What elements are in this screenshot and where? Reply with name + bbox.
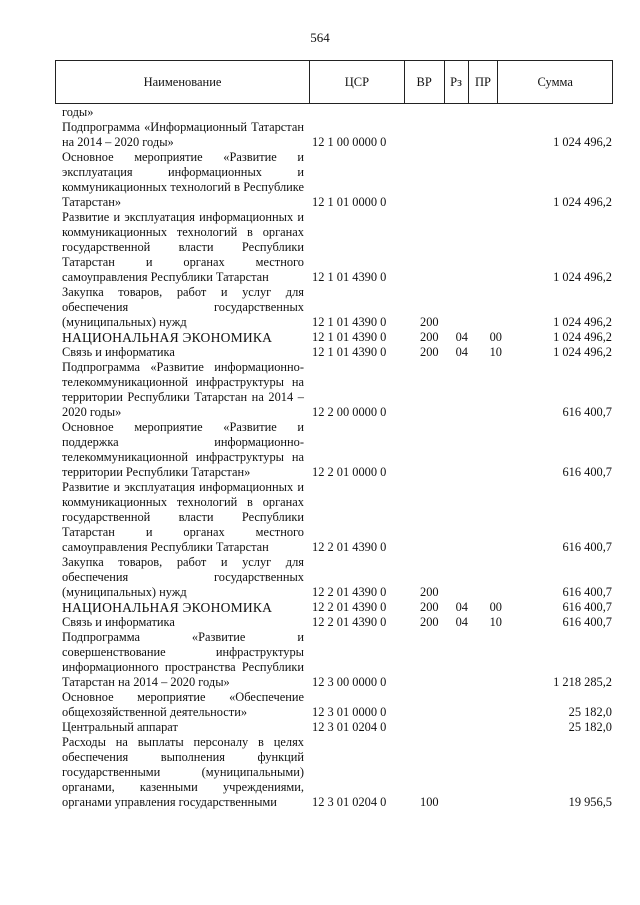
row-sum: 1 024 496,2 — [553, 330, 612, 344]
row-sum: 616 400,7 — [562, 615, 612, 629]
table-row — [62, 555, 612, 600]
row-vr: 200 — [420, 585, 439, 599]
table-row — [62, 345, 612, 360]
table-row — [62, 690, 612, 720]
row-csr: 12 3 00 0000 0 — [312, 675, 387, 689]
row-name: Развитие и эксплуатация информационных и коммуникационных технологий в органах государственной власти Республики Татарстан и органах местного самоуправления Республики Татарстан — [62, 480, 304, 554]
row-name: Основное мероприятие «Развитие и эксплуатация информационных и коммуникационных технологий в Республике Татарстан» — [62, 150, 304, 209]
row-sum: 1 024 496,2 — [553, 315, 612, 329]
table-row — [62, 420, 612, 480]
row-sum: 1 024 496,2 — [553, 195, 612, 209]
table-row — [62, 600, 612, 615]
row-name: Основное мероприятие «Развитие и поддержка информационно-телекоммуникационной инфраструктуры на территории Республики Татарстан» — [62, 420, 304, 479]
row-sum: 25 182,0 — [568, 720, 612, 734]
row-csr: 12 3 01 0000 0 — [312, 705, 387, 719]
header-rz: Рз — [445, 61, 469, 103]
row-name: Центральный аппарат — [62, 720, 178, 734]
row-pr: 00 — [489, 600, 502, 614]
row-vr: 100 — [420, 795, 439, 809]
row-name: Закупка товаров, работ и услуг для обеспечения государственных (муниципальных) нужд — [62, 285, 304, 329]
row-name: Подпрограмма «Информационный Татарстан на 2014 – 2020 годы» — [62, 120, 304, 149]
table-row — [62, 105, 612, 120]
header-csr: ЦСР — [310, 61, 405, 103]
table-row — [62, 210, 612, 285]
table-row — [62, 285, 612, 330]
row-sum: 616 400,7 — [562, 600, 612, 614]
row-pr: 10 — [489, 345, 502, 359]
header-pr: ПР — [469, 61, 499, 103]
row-sum: 616 400,7 — [562, 585, 612, 599]
header-vr: ВР — [405, 61, 445, 103]
row-csr: 12 1 01 4390 0 — [312, 270, 387, 284]
row-vr: 200 — [420, 600, 439, 614]
row-csr: 12 2 01 4390 0 — [312, 615, 387, 629]
row-vr: 200 — [420, 330, 439, 344]
table-body — [62, 105, 612, 810]
table-row — [62, 150, 612, 210]
row-sum: 1 218 285,2 — [553, 675, 612, 689]
row-sum: 616 400,7 — [562, 540, 612, 554]
row-rz: 04 — [455, 600, 468, 614]
row-csr: 12 1 01 0000 0 — [312, 195, 387, 209]
row-name: Подпрограмма «Развитие информационно-телекоммуникационной инфраструктуры на территории Республики Татарстан на 2014 – 2020 годы» — [62, 360, 304, 419]
row-vr: 200 — [420, 345, 439, 359]
row-sum: 1 024 496,2 — [553, 270, 612, 284]
table-row — [62, 330, 612, 345]
row-csr: 12 2 01 4390 0 — [312, 540, 387, 554]
row-csr: 12 2 01 4390 0 — [312, 600, 387, 614]
row-sum: 25 182,0 — [568, 705, 612, 719]
row-name: Основное мероприятие «Обеспечение общехозяйственной деятельности» — [62, 690, 304, 719]
row-vr: 200 — [420, 615, 439, 629]
row-csr: 12 2 01 0000 0 — [312, 465, 387, 479]
row-sum: 1 024 496,2 — [553, 135, 612, 149]
row-csr: 12 3 01 0204 0 — [312, 795, 387, 809]
table-row — [62, 735, 612, 810]
row-csr: 12 1 01 4390 0 — [312, 345, 387, 359]
page-number: 564 — [310, 30, 330, 45]
row-name: НАЦИОНАЛЬНАЯ ЭКОНОМИКА — [62, 330, 273, 345]
row-name: Закупка товаров, работ и услуг для обеспечения государственных (муниципальных) нужд — [62, 555, 304, 599]
header-name: Наименование — [56, 61, 310, 103]
row-name: Расходы на выплаты персоналу в целях обеспечения выполнения функций государственными (муниципальными) органами, казенными учреждениями, органами управления государственными — [62, 735, 304, 809]
row-csr: 12 2 00 0000 0 — [312, 405, 387, 419]
row-pr: 10 — [489, 615, 502, 629]
row-vr: 200 — [420, 315, 439, 329]
row-pr: 00 — [489, 330, 502, 344]
table-row — [62, 480, 612, 555]
table-row — [62, 615, 612, 630]
row-csr: 12 1 00 0000 0 — [312, 135, 387, 149]
row-csr: 12 1 01 4390 0 — [312, 330, 387, 344]
table-row — [62, 360, 612, 420]
row-name: годы» — [62, 105, 94, 119]
header-sum: Сумма — [537, 74, 573, 89]
row-rz: 04 — [455, 345, 468, 359]
row-csr: 12 2 01 4390 0 — [312, 585, 387, 599]
row-name: Подпрограмма «Развитие и совершенствование инфраструктуры информационного пространства Республики Татарстан на 2014 – 2020 годы» — [62, 630, 304, 689]
row-rz: 04 — [455, 615, 468, 629]
row-sum: 616 400,7 — [562, 465, 612, 479]
row-csr: 12 3 01 0204 0 — [312, 720, 387, 734]
table-row — [62, 120, 612, 150]
row-name: Развитие и эксплуатация информационных и коммуникационных технологий в органах государственной власти Республики Татарстан и органах местного самоуправления Республики Татарстан — [62, 210, 304, 284]
row-name: НАЦИОНАЛЬНАЯ ЭКОНОМИКА — [62, 600, 273, 615]
row-sum: 1 024 496,2 — [553, 345, 612, 359]
row-sum: 616 400,7 — [562, 405, 612, 419]
row-name: Связь и информатика — [62, 615, 175, 629]
table-header — [55, 60, 613, 104]
row-sum: 19 956,5 — [568, 795, 612, 809]
row-csr: 12 1 01 4390 0 — [312, 315, 387, 329]
table-row — [62, 720, 612, 735]
table-row — [62, 630, 612, 690]
row-name: Связь и информатика — [62, 345, 175, 359]
row-rz: 04 — [455, 330, 468, 344]
